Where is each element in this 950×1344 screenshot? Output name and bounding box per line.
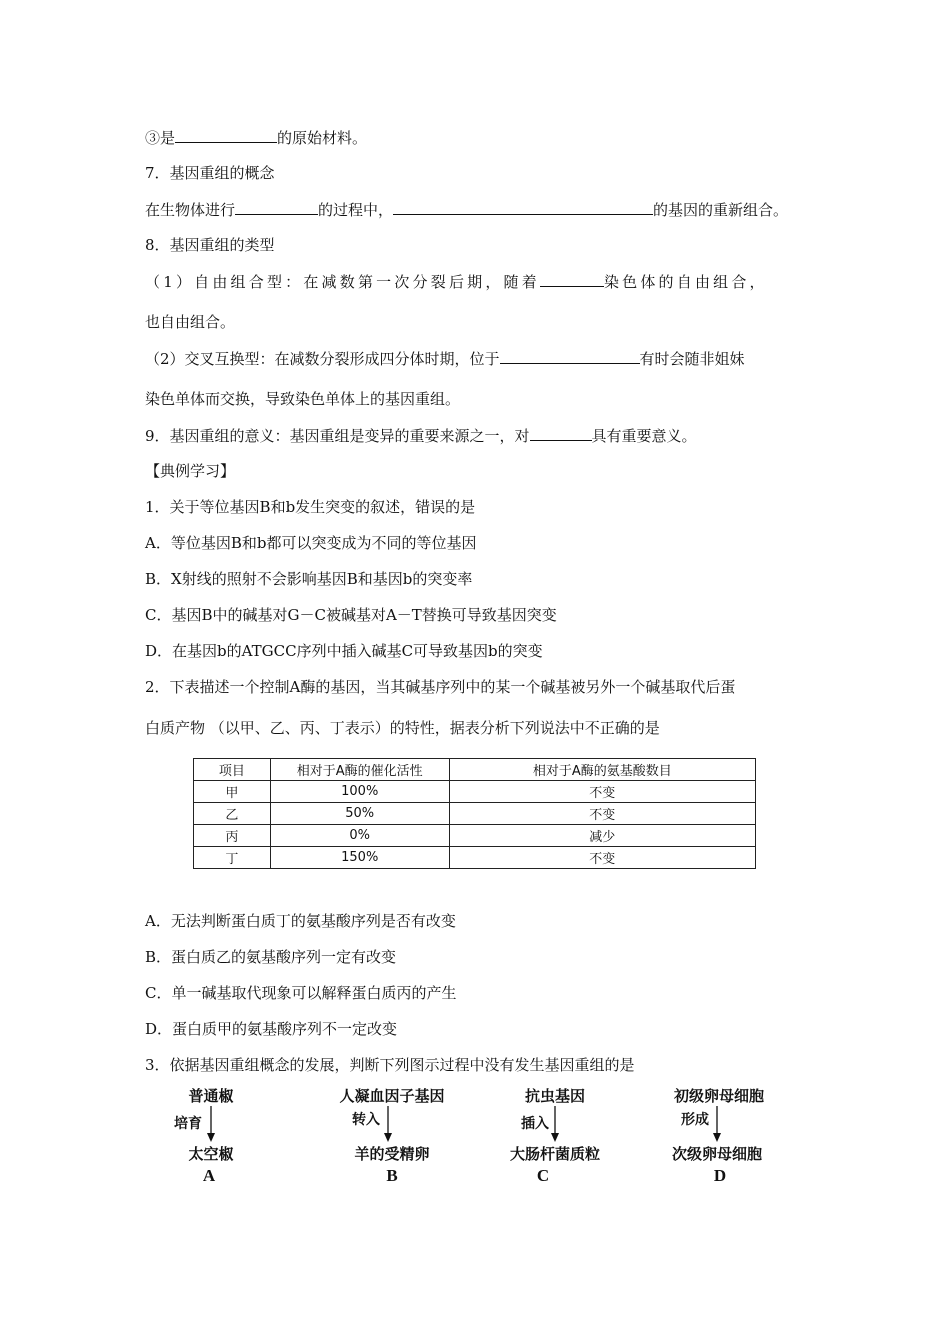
diagram-option-letter: A [202, 1166, 216, 1185]
diagram-top-label: 普通椒 [188, 1087, 234, 1105]
blank-field[interactable] [530, 425, 592, 441]
q1-option-b: B．X射线的照射不会影响基因B和基因b的突变率 [145, 570, 473, 588]
table-header: 项目 [194, 759, 271, 781]
diagram-process-label: 培育 [174, 1116, 202, 1132]
table-row [194, 847, 756, 869]
diagram-top-label: 初级卵母细胞 [673, 1087, 765, 1105]
diagram-bottom-label: 大肠杆菌质粒 [509, 1145, 601, 1163]
arrow-down-icon [206, 1106, 216, 1142]
text: 的基因的重新组合。 [653, 201, 789, 219]
table-cell: 减少 [449, 825, 755, 847]
diagram-process-label: 插入 [521, 1116, 549, 1132]
line-8-crossover [145, 348, 745, 369]
arrow-down-icon [383, 1106, 393, 1142]
text: 的原始材料。 [277, 129, 368, 147]
blank-field[interactable] [500, 348, 640, 364]
section-8-title: 8．基因重组的类型 [145, 236, 275, 254]
diagram-top-label: 抗虫基因 [524, 1087, 586, 1105]
diagram-bottom-label: 次级卵母细胞 [671, 1145, 763, 1163]
line-7-definition [145, 199, 788, 220]
table-cell: 甲 [194, 781, 271, 803]
text: 有时会随非姐妹 [639, 350, 745, 368]
table-header: 相对于A酶的催化活性 [270, 759, 449, 781]
arrow-down-icon [712, 1106, 722, 1142]
text: 在生物体进行 [145, 201, 236, 219]
diagram-option-letter: D [713, 1166, 727, 1185]
table-cell: 不变 [449, 781, 755, 803]
table-row [194, 781, 756, 803]
enzyme-table [193, 758, 756, 869]
blank-field[interactable] [540, 271, 604, 287]
table-cell: 50% [270, 803, 449, 825]
diagram-option-letter: B [386, 1166, 398, 1185]
q1-option-a: A．等位基因B和b都可以突变成为不同的等位基因 [145, 534, 477, 552]
diagram-process-label: 转入 [352, 1112, 380, 1128]
q2-stem-line1: 2．下表描述一个控制A酶的基因，当其碱基序列中的某一个碱基被另外一个碱基取代后蛋 [145, 678, 736, 696]
table-row [194, 803, 756, 825]
diagram-bottom-label: 羊的受精卵 [354, 1145, 430, 1163]
text: 具有重要意义。 [591, 427, 697, 445]
q1-stem: 1．关于等位基因B和b发生突变的叙述，错误的是 [145, 498, 476, 516]
table-cell: 乙 [194, 803, 271, 825]
q2-option-c: C．单一碱基取代现象可以解释蛋白质丙的产生 [145, 984, 457, 1002]
blank-field[interactable] [235, 199, 318, 215]
blank-field[interactable] [393, 199, 653, 215]
diagram-bottom-label: 太空椒 [188, 1145, 234, 1163]
table-cell: 100% [270, 781, 449, 803]
table-cell: 不变 [449, 803, 755, 825]
line-8-continued: 也自由组合。 [145, 313, 236, 331]
diagram-process-label: 形成 [681, 1112, 709, 1128]
table-cell: 150% [270, 847, 449, 869]
table-cell: 不变 [449, 847, 755, 869]
line-3-raw-material [145, 127, 367, 148]
q2-stem-line2: 白质产物 （以甲、乙、丙、丁表示）的特性，据表分析下列说法中不正确的是 [145, 719, 660, 737]
line-8-free-combination [145, 271, 768, 292]
text: 9．基因重组的意义：基因重组是变异的重要来源之一，对 [145, 427, 530, 445]
diagram-option-letter: C [536, 1166, 550, 1185]
text: ③是 [145, 129, 176, 147]
q2-option-a: A．无法判断蛋白质丁的氨基酸序列是否有改变 [145, 912, 456, 930]
q2-option-d: D．蛋白质甲的氨基酸序列不一定改变 [145, 1020, 398, 1038]
text: （1）自由组合型：在减数第一次分裂后期，随着 [145, 273, 540, 291]
blank-field[interactable] [175, 127, 277, 143]
section-heading: 【典例学习】 [145, 462, 236, 480]
table-row [194, 825, 756, 847]
line-8-crossover-continued: 染色单体而交换，导致染色单体上的基因重组。 [145, 390, 461, 408]
text: 染色体的自由组合， [603, 273, 768, 291]
arrow-down-icon [550, 1106, 560, 1142]
table-cell: 0% [270, 825, 449, 847]
q1-option-d: D．在基因b的ATGCC序列中插入碱基C可导致基因b的突变 [145, 642, 543, 660]
diagram-top-label: 人凝血因子基因 [339, 1087, 445, 1105]
q1-option-c: C．基因B中的碱基对G－C被碱基对A－T替换可导致基因突变 [145, 606, 557, 624]
q2-option-b: B．蛋白质乙的氨基酸序列一定有改变 [145, 948, 397, 966]
section-9 [145, 425, 697, 446]
text: （2）交叉互换型：在减数分裂形成四分体时期，位于 [145, 350, 500, 368]
table-cell: 丁 [194, 847, 271, 869]
table-header: 相对于A酶的氨基酸数目 [449, 759, 755, 781]
section-7-title: 7．基因重组的概念 [145, 164, 275, 182]
table-cell: 丙 [194, 825, 271, 847]
text: 的过程中， [318, 201, 394, 219]
q3-stem: 3．依据基因重组概念的发展，判断下列图示过程中没有发生基因重组的是 [145, 1056, 635, 1074]
table-header-row [194, 759, 756, 781]
